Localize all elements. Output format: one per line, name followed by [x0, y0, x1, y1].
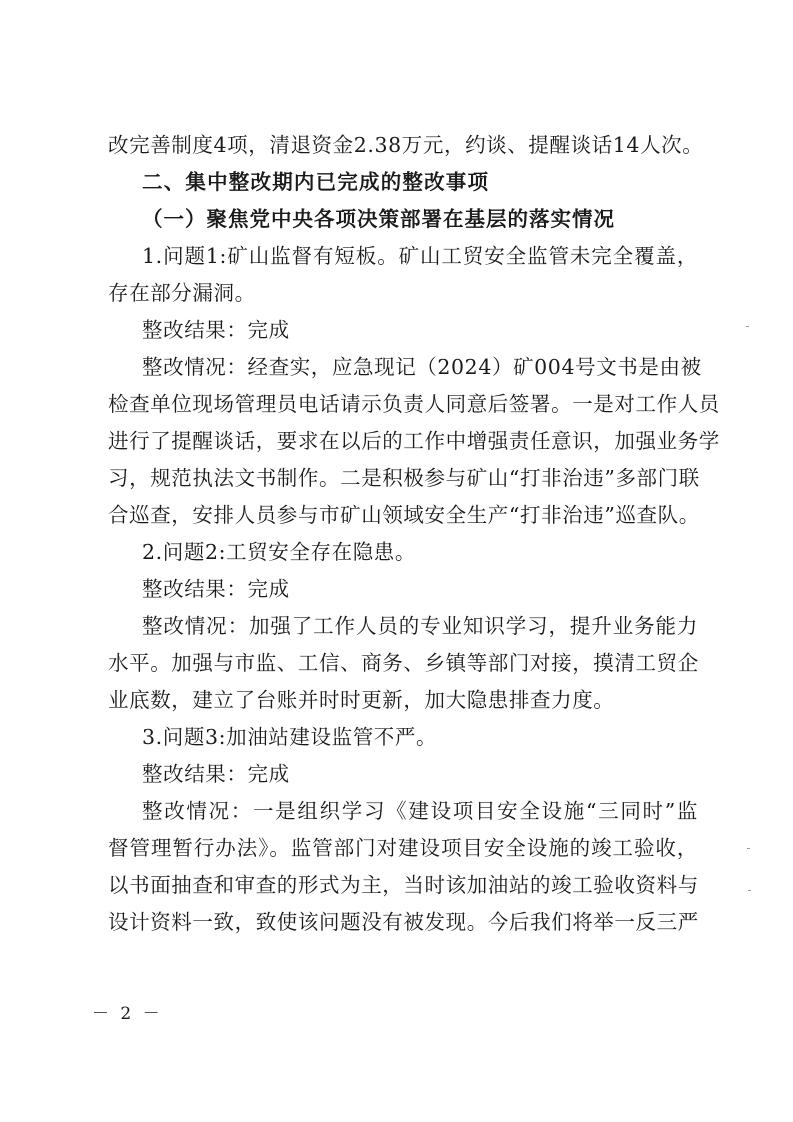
paragraph-line: 进行了提醒谈话，要求在以后的工作中增强责任意识，加强业务学	[108, 429, 720, 453]
issue-3-title: 3.问题3:加油站建设监管不严。	[142, 725, 438, 749]
subsection-heading: （一）聚焦党中央各项决策部署在基层的落实情况	[142, 207, 615, 231]
paragraph-line: 以书面抽查和审查的形式为主，当时该加油站的竣工验收资料与	[108, 873, 699, 897]
paragraph-line: 存在部分漏洞。	[108, 281, 256, 305]
scan-speck	[748, 890, 751, 891]
section-heading: 二、集中整改期内已完成的整改事项	[142, 170, 490, 194]
paragraph-line: 检查单位现场管理员电话请示负责人同意后签署。一是对工作人员	[108, 392, 720, 416]
paragraph-line: 业底数，建立了台账并时时更新，加大隐患排查力度。	[108, 688, 615, 712]
paragraph-line: 整改情况：加强了工作人员的专业知识学习，提升业务能力	[142, 614, 698, 638]
page-number: － 2 －	[92, 1004, 163, 1024]
result-line: 整改结果：完成	[142, 762, 290, 786]
issue-2-title: 2.问题2:工贸安全存在隐患。	[142, 540, 417, 564]
result-line: 整改结果：完成	[142, 318, 290, 342]
paragraph-line: 改完善制度4项，清退资金2.38万元，约谈、提醒谈话14人次。	[108, 133, 704, 157]
scan-speck	[747, 848, 750, 849]
issue-1-title: 1.问题1:矿山监督有短板。矿山工贸安全监管未完全覆盖，	[142, 244, 698, 268]
paragraph-line: 习，规范执法文书制作。二是积极参与矿山“打非治违”多部门联	[108, 466, 700, 490]
paragraph-line: 督管理暂行办法》。监管部门对建设项目安全设施的竣工验收，	[108, 836, 698, 860]
scan-speck	[746, 326, 749, 327]
paragraph-line: 整改情况：一是组织学习《建设项目安全设施“三同时”监	[142, 799, 698, 823]
result-line: 整改结果：完成	[142, 577, 290, 601]
paragraph-line: 设计资料一致，致使该问题没有被发现。今后我们将举一反三严	[108, 910, 699, 934]
paragraph-line: 合巡查，安排人员参与市矿山领域安全生产“打非治违”巡查队。	[108, 503, 700, 527]
paragraph-line: 整改情况：经查实，应急现记（2024）矿004号文书是由被	[142, 355, 702, 379]
paragraph-line: 水平。加强与市监、工信、商务、乡镇等部门对接，摸清工贸企	[108, 651, 699, 675]
